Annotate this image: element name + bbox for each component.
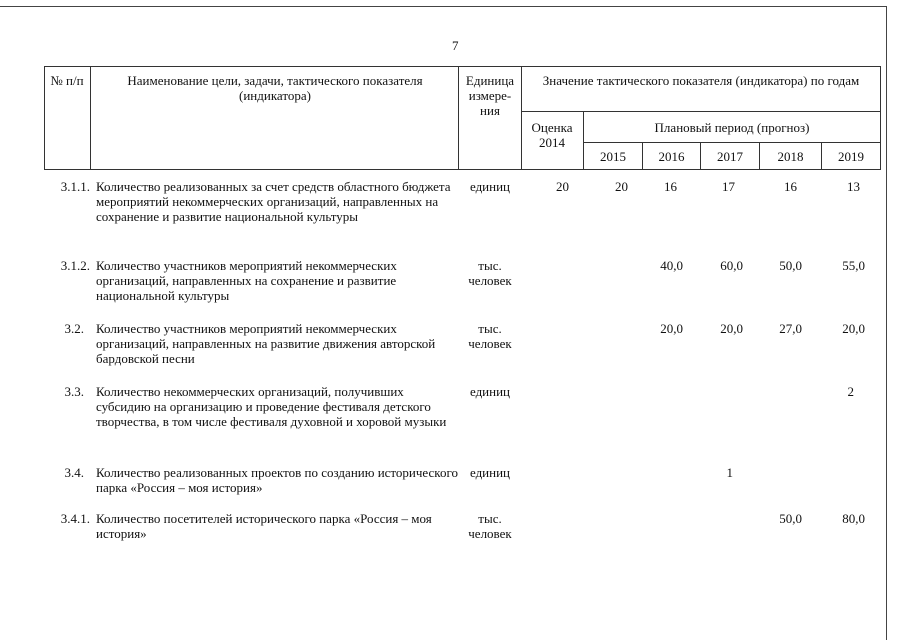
header-num: № п/п	[50, 73, 84, 88]
row-num: 3.1.2.	[60, 258, 90, 273]
row-num: 3.4.1.	[60, 511, 90, 526]
header-values: Значение тактического показателя (индикатора) по годам	[542, 73, 860, 88]
value-2016: 40,0	[660, 258, 683, 273]
value-2019: 2	[847, 384, 854, 399]
header-plan: Плановый период (прогноз)	[654, 120, 810, 135]
value-2018: 50,0	[779, 511, 802, 526]
row-unit: тыс. человек	[468, 321, 512, 351]
row-num: 3.1.1.	[60, 179, 90, 194]
value-2019: 55,0	[842, 258, 865, 273]
value-2016: 20,0	[660, 321, 683, 336]
row-unit: единиц	[469, 465, 511, 480]
page-number: 7	[452, 38, 459, 53]
value-2017: 17	[722, 179, 735, 194]
value-2019: 80,0	[842, 511, 865, 526]
value-2019: 13	[847, 179, 860, 194]
header-year: 2016	[658, 149, 685, 164]
header-unit: Единица измере-ния	[465, 73, 515, 118]
value-2018: 27,0	[779, 321, 802, 336]
row-name: Количество участников мероприятий некоммерческих организаций, направленных на сохранение и развитие национальной культуры	[96, 258, 397, 303]
row-unit: тыс. человек	[468, 511, 512, 541]
row-num: 3.4.	[64, 465, 84, 480]
header-estimate: Оценка 2014	[531, 120, 573, 150]
value-2018: 16	[784, 179, 797, 194]
row-unit: единиц	[469, 384, 511, 399]
row-unit: единиц	[469, 179, 511, 194]
header-year: 2019	[838, 149, 864, 164]
row-unit: тыс. человек	[468, 258, 512, 288]
value-2016: 16	[664, 179, 677, 194]
row-num: 3.3.	[64, 384, 84, 399]
value-2019: 20,0	[842, 321, 865, 336]
value-2014: 20	[556, 179, 569, 194]
header-year: 2015	[600, 149, 626, 164]
value-2017: 20,0	[720, 321, 743, 336]
header-year: 2018	[777, 149, 804, 164]
page-border-right	[886, 6, 887, 640]
value-2018: 50,0	[779, 258, 802, 273]
value-2017: 60,0	[720, 258, 743, 273]
header-year: 2017	[717, 149, 743, 164]
row-name: Количество реализованных проектов по созданию исторического парка «Россия – моя история»	[96, 465, 458, 495]
row-num: 3.2.	[64, 321, 84, 336]
value-2015: 20	[615, 179, 628, 194]
header-name: Наименование цели, задачи, тактического показателя (индикатора)	[127, 73, 423, 103]
value-2017: 1	[726, 465, 733, 480]
row-name: Количество некоммерческих организаций, получивших субсидию на организацию и проведение фестиваля детского творчества, в том числе фестиваля духовной и хоровой музыки	[96, 384, 447, 429]
row-name: Количество посетителей исторического парка «Россия – моя история»	[96, 511, 432, 541]
page-border-top	[0, 6, 886, 7]
row-name: Количество реализованных за счет средств областного бюджета мероприятий некоммерческих организаций, направленных на сохранение и развитие национальной культуры	[96, 179, 451, 224]
row-name: Количество участников мероприятий некоммерческих организаций, направленных на развитие движения авторской бардовской песни	[96, 321, 436, 366]
